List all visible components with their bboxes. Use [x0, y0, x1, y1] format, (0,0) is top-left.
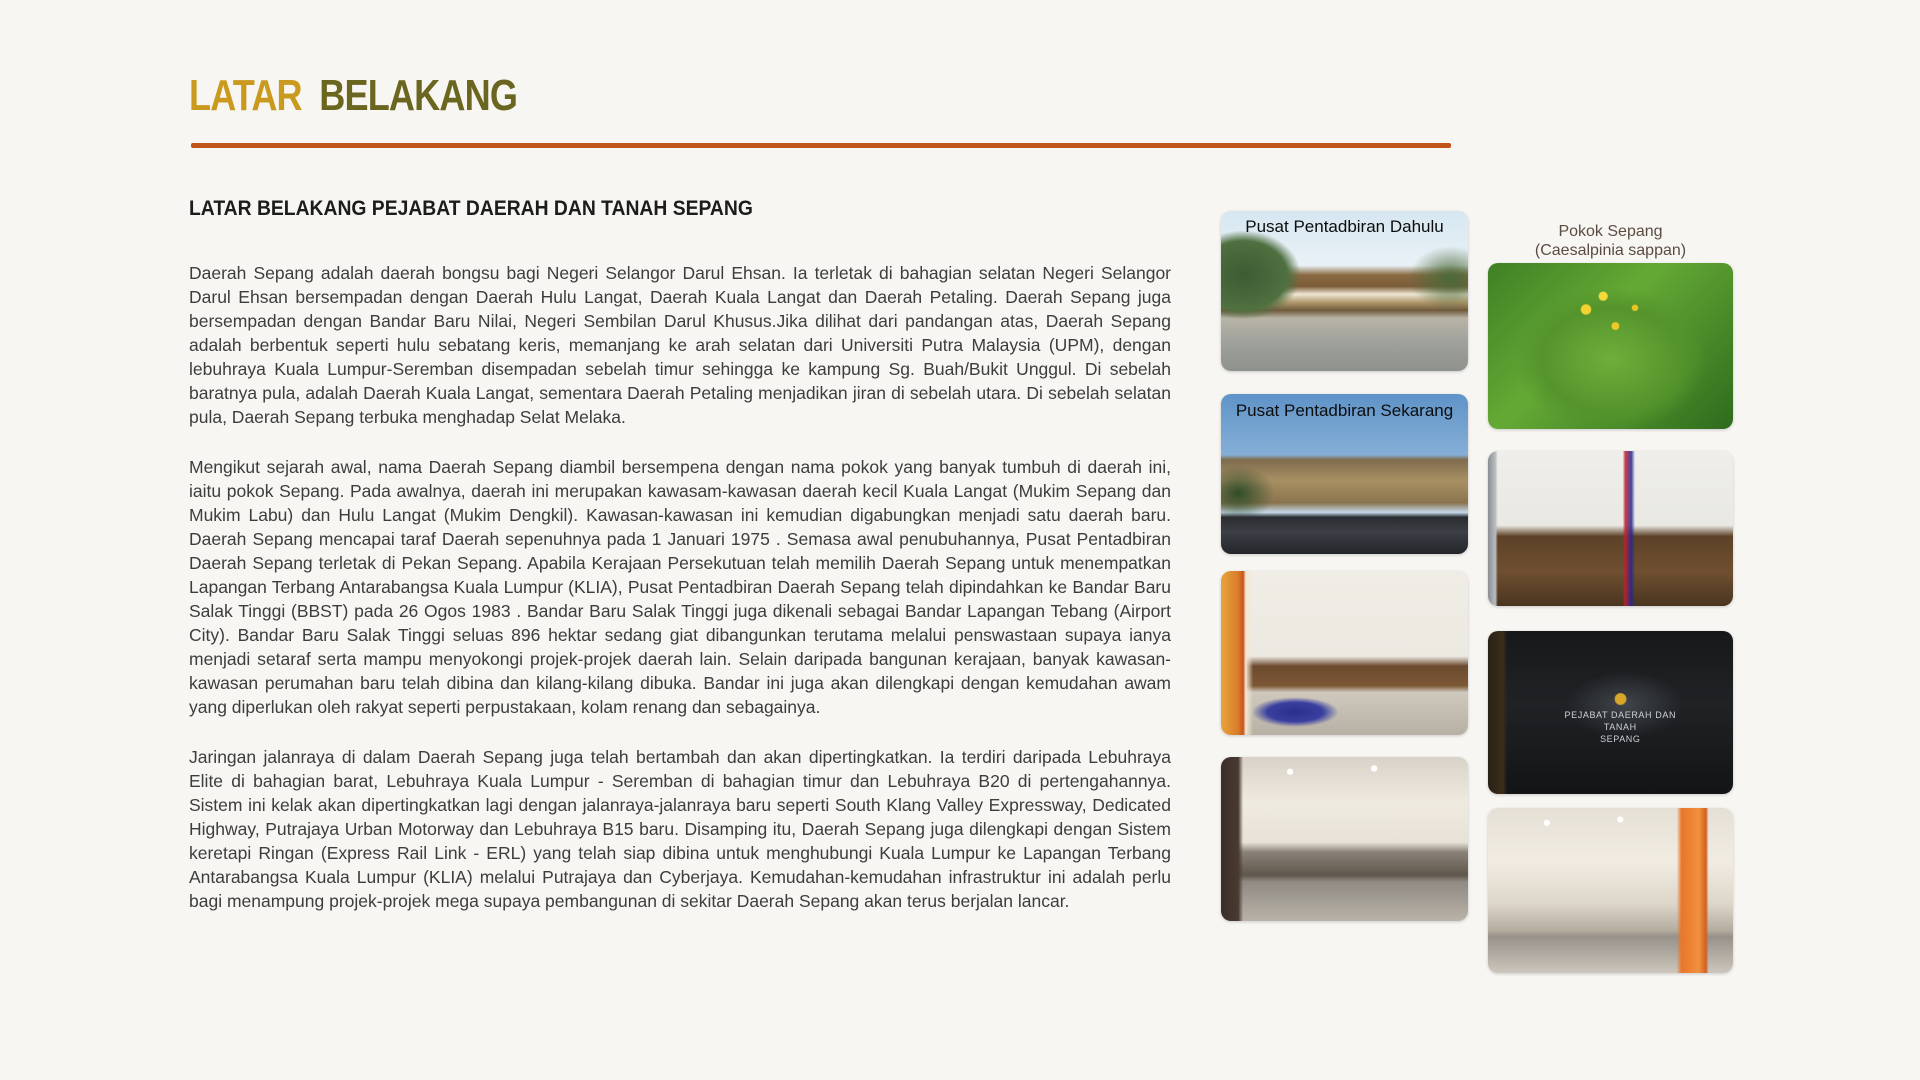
photo-pusat-pentadbiran-dahulu [1221, 211, 1468, 371]
title-underline-rule [191, 143, 1451, 148]
caption-pokok-sepang-line1: Pokok Sepang [1558, 223, 1663, 240]
page-title-word-belakang: BELAKANG [319, 71, 518, 120]
photo-office-entrance-signage [1488, 631, 1733, 794]
page-title-word-latar: LATAR [189, 71, 302, 120]
photo-pusat-pentadbiran-sekarang [1221, 394, 1468, 554]
caption-pusat-pentadbiran-dahulu: Pusat Pentadbiran Dahulu [1245, 217, 1444, 236]
photo-waiting-area-interior [1488, 808, 1733, 973]
main-text-column [189, 197, 1171, 939]
photo-service-counter [1488, 451, 1733, 606]
section-heading: LATAR BELAKANG PEJABAT DAERAH DAN TANAH SEPANG [189, 197, 753, 220]
caption-pokok-sepang [1488, 222, 1733, 260]
caption-pusat-pentadbiran-sekarang: Pusat Pentadbiran Sekarang [1235, 401, 1454, 420]
paragraph-2: Mengikut sejarah awal, nama Daerah Sepang diambil bersempena dengan nama pokok yang banyak tumbuh di daerah ini, iaitu pokok Sepang. Pada awalnya, daerah ini merupakan kawasam-kawasan daerah kecil Kuala Langat (Mukim Sepang dan Mukim Labu) dan Hulu Langat (Mukim Dengkil). Kawasan-kawasan ini kemudian digabungkan menjadi satu daerah baru. Daerah Sepang mencapai taraf Daerah sepenuhnya pada 1 Januari 1975 . Semasa awal penubuhannya, Pusat Pentadbiran Daerah Sepang terletak di Pekan Sepang. Apabila Kerajaan Persekutuan telah memilih Daerah Sepang untuk menempatkan Lapangan Terbang Antarabangsa Kuala Lumpur (KLIA), Pusat Pentadbiran Daerah Sepang telah dipindahkan ke Bandar Baru Salak Tinggi (BBST) pada 26 Ogos 1983 . Bandar Baru Salak Tinggi juga dikenali sebagai Bandar Lapangan Tebang (Airport City). Bandar Baru Salak Tinggi seluas 896 hektar sedang giat dibangunkan terutama melalui penswastaan supaya ianya menjadi setaraf serta mampu menyokongi projek-projek daerah lain. Selain daripada bangunan kerajaan, banyak kawasan-kawasan perumahan baru telah dibina dan kilang-kilang dibuka. Bandar ini juga akan dilengkapi dengan kemudahan awam yang diperlukan oleh rakyat seperti perpustakaan, kolam renang dan sebagainya. [189, 457, 1171, 717]
paragraph-3: Jaringan jalanraya di dalam Daerah Sepang juga telah bertambah dan akan dipertingkatkan. Ia terdiri daripada Lebuhraya Elite di bahagian barat, Lebuhraya Kuala Lumpur - Seremban di bahagian timur dan Lebuhraya B20 di pertengahannya. Sistem ini kelak akan dipertingkatkan lagi dengan jalanraya-jalanraya baru seperti South Klang Valley Expressway, Dedicated Highway, Putrajaya Urban Motorway dan Lebuhraya B15 baru. Disamping itu, Daerah Sepang juga dilengkapi dengan Sistem keretapi Ringan (Express Rail Link - ERL) yang telah siap dibina untuk menghubungi Kuala Lumpur ke Lapangan Terbang Antarabangsa Kuala Lumpur (KLIA) melalui Putrajaya dan Cyberjaya. Kemudahan-kemudahan infrastruktur ini adalah perlu bagi menampung projek-projek mega supaya pembangunan di sekitar Daerah Sepang akan terus berjalan lancar. [189, 747, 1171, 911]
office-signage-line1: PEJABAT DAERAH DAN TANAH [1564, 709, 1677, 732]
photo-office-counter-interior [1221, 571, 1468, 735]
office-signage-line2: SEPANG [1600, 733, 1641, 744]
photo-pokok-sepang-plant [1488, 263, 1733, 429]
page-title [189, 71, 518, 120]
paragraph-1: Daerah Sepang adalah daerah bongsu bagi Negeri Selangor Darul Ehsan. Ia terletak di bahagian selatan Negeri Selangor Darul Ehsan bersempadan dengan Daerah Hulu Langat, Daerah Kuala Langat dan Daerah Petaling. Daerah Sepang juga bersempadan dengan Bandar Baru Nilai, Negeri Sembilan Darul Khusus.Jika dilihat dari pandangan atas, Daerah Sepang adalah berbentuk seperti hulu sebatang keris, memanjang ke arah selatan dari Universiti Putra Malaysia (UPM), dengan lebuhraya Kuala Lumpur-Seremban disempadan sebelah timur sehingga ke kampung Sg. Buah/Bukit Unggul. Di sebelah baratnya pula, adalah Daerah Kuala Langat, sementara Daerah Petaling menjadikan jiran di sebelah utara. Di sebelah selatan pula, Daerah Sepang terbuka menghadap Selat Melaka. [189, 263, 1171, 427]
office-signage-text [1559, 693, 1682, 745]
caption-pokok-sepang-line2: (Caesalpinia sappan) [1534, 242, 1687, 259]
photo-office-lobby-interior [1221, 757, 1468, 921]
office-logo-icon [1614, 693, 1626, 705]
